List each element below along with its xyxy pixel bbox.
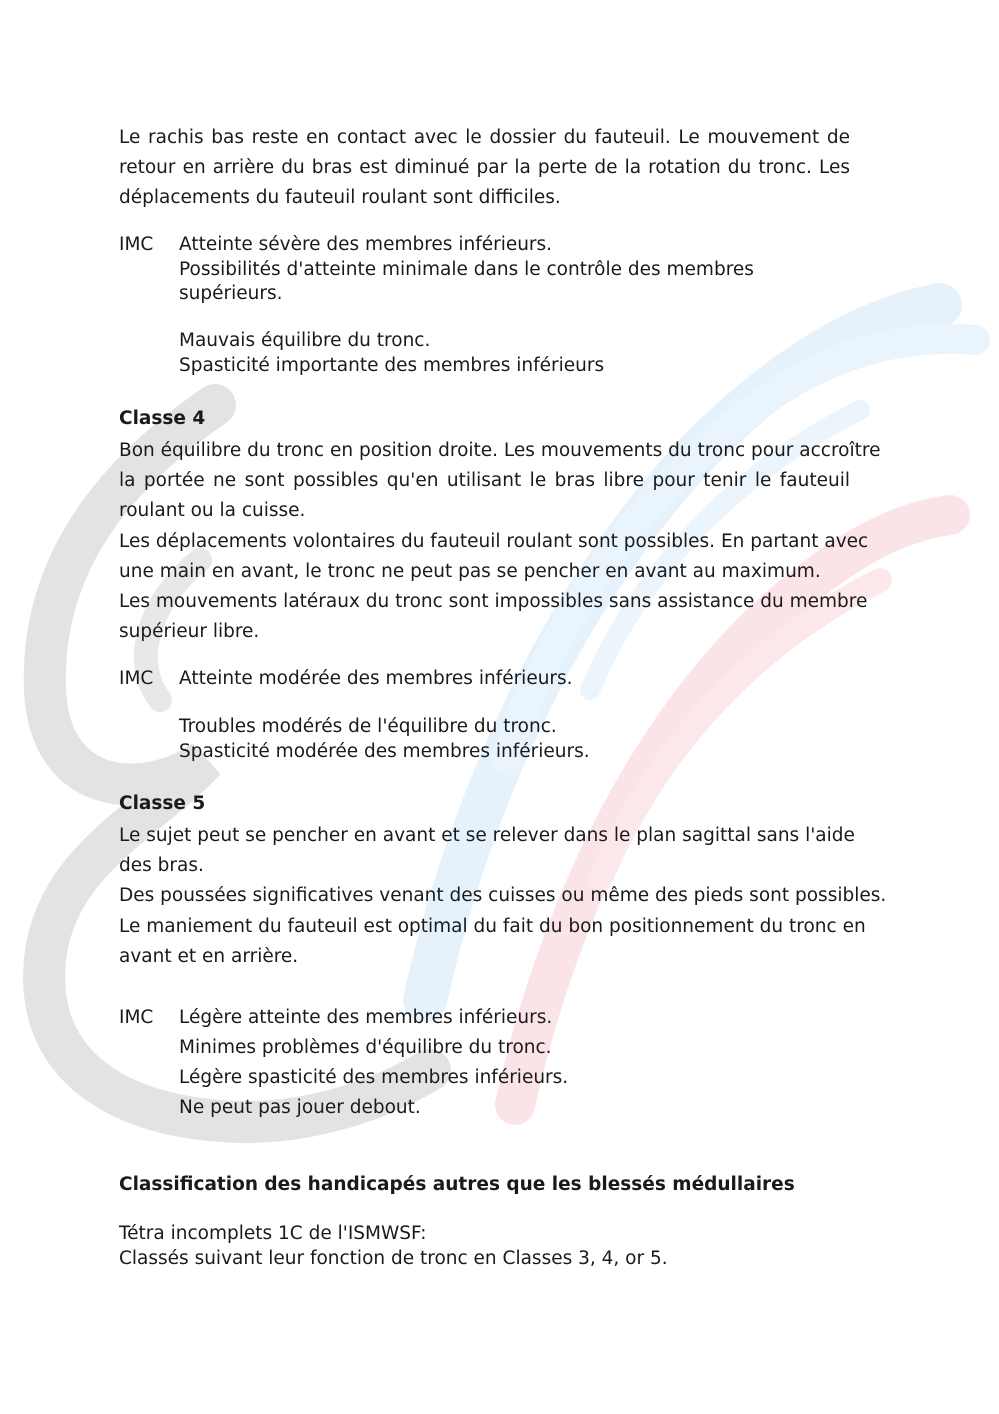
imc-block-1-line-5: Spasticité importante des membres inférieurs [179, 354, 605, 376]
classe-4-line-1: Bon équilibre du tronc en position droite. Les mouvements du tronc pour accroître [119, 440, 881, 461]
classe-4-paragraph [119, 436, 881, 647]
imc-block-1-lines-b [179, 329, 604, 378]
imc-block-2-line-2: Troubles modérés de l'équilibre du tronc. [179, 716, 557, 737]
classe-5-line-5: avant et en arrière. [119, 945, 299, 967]
classification-text [119, 1222, 668, 1271]
imc-block-1-lines-a [179, 233, 754, 307]
intro-line-3: déplacements du fauteuil roulant sont difficiles. [119, 187, 561, 209]
imc-label: IMC [119, 668, 154, 689]
classe-4-line-6: Les mouvements latéraux du tronc sont impossibles sans assistance du membre [119, 591, 868, 613]
imc-block-1-line-2: Possibilités d'atteinte minimale dans le contrôle des membres [179, 258, 754, 280]
classe-5-line-4: Le maniement du fauteuil est optimal du fait du bon positionnement du tronc en [119, 915, 866, 937]
classe-5-line-3: Des poussées significatives venant des cuisses ou même des pieds sont possibles. [119, 885, 887, 907]
imc-block-3-lines [179, 1003, 568, 1123]
heading-classe-4: Classe 4 [119, 408, 206, 429]
imc-block-2-line-1: Atteinte modérée des membres inférieurs. [179, 668, 573, 689]
classification-line-1: Tétra incomplets 1C de l'ISMWSF: [119, 1223, 427, 1244]
classe-4-line-2: la portée ne sont possibles qu'en utilisant le bras libre pour tenir le fauteuil [119, 470, 850, 492]
imc-block-3-line-2: Minimes problèmes d'équilibre du tronc. [179, 1037, 552, 1058]
imc-block-2-lines-a [179, 667, 573, 692]
imc-block-1-line-3: supérieurs. [179, 283, 283, 304]
intro-line-2: retour en arrière du bras est diminué par la perte de la rotation du tronc. Les [119, 157, 850, 179]
imc-block-3-line-4: Ne peut pas jouer debout. [179, 1097, 421, 1118]
imc-label: IMC [119, 234, 154, 255]
classe-4-line-5: une main en avant, le tronc ne peut pas se pencher en avant au maximum. [119, 560, 821, 582]
imc-block-2-line-3: Spasticité modérée des membres inférieurs. [179, 740, 590, 762]
classe-5-paragraph [119, 821, 887, 972]
imc-block-2-lines-b [179, 715, 590, 764]
heading-classification: Classification des handicapés autres que les blessés médullaires [119, 1174, 795, 1195]
imc-block-3-line-3: Légère spasticité des membres inférieurs. [179, 1067, 569, 1088]
imc-block-3-line-1: Légère atteinte des membres inférieurs. [179, 1007, 553, 1028]
classe-5-line-1: Le sujet peut se pencher en avant et se relever dans le plan sagittal sans l'aide [119, 825, 855, 846]
heading-classe-5: Classe 5 [119, 793, 206, 814]
classe-4-line-7: supérieur libre. [119, 621, 260, 643]
classe-4-line-4: Les déplacements volontaires du fauteuil roulant sont possibles. En partant avec [119, 530, 869, 552]
intro-paragraph [119, 123, 850, 214]
classe-5-line-2: des bras. [119, 855, 204, 877]
classe-4-line-3: roulant ou la cuisse. [119, 500, 306, 522]
imc-label: IMC [119, 1007, 154, 1028]
imc-block-1-line-4: Mauvais équilibre du tronc. [179, 330, 431, 351]
classification-line-2: Classés suivant leur fonction de tronc en Classes 3, 4, or 5. [119, 1247, 668, 1269]
intro-line-1: Le rachis bas reste en contact avec le dossier du fauteuil. Le mouvement de [119, 127, 850, 148]
imc-block-1-line-1: Atteinte sévère des membres inférieurs. [179, 234, 553, 255]
